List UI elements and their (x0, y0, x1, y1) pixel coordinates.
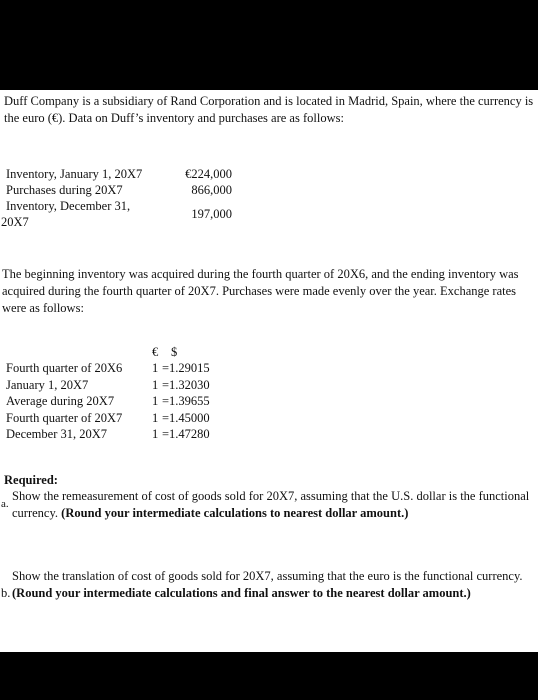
euro-amount: 1 (152, 361, 159, 375)
part-a-question (12, 488, 532, 522)
exchange-rate-row (6, 360, 306, 376)
intro-paragraph: Duff Company is a subsidiary of Rand Corporation and is located in Madrid, Spain, where the currency is the euro (€). Data on Duff’s inventory and purchases are as follows: (4, 94, 534, 125)
exchange-rate-row (6, 377, 306, 393)
euro-header: € (152, 345, 159, 359)
required-heading: Required: (4, 473, 58, 487)
inventory-value: €224,000 (185, 167, 232, 181)
part-a-rounding-note: (Round your intermediate calculations to nearest dollar amount.) (61, 506, 409, 520)
dollar-rate: =1.29015 (162, 361, 210, 375)
dollar-rate: =1.47280 (162, 427, 210, 441)
period-label: Fourth quarter of 20X7 (6, 410, 123, 425)
part-a-letter: a. (1, 498, 9, 510)
part-b-rounding-note: (Round your intermediate calculations and final answer to the nearest dollar amount.) (12, 586, 471, 600)
euro-amount: 1 (152, 377, 159, 392)
top-black-bar (0, 0, 538, 90)
exchange-rate-row (6, 393, 306, 409)
period-label: Fourth quarter of 20X6 (6, 361, 123, 375)
dollar-header: $ (171, 345, 178, 359)
period-label: December 31, 20X7 (6, 427, 108, 441)
dollar-rate: =1.32030 (162, 377, 210, 392)
euro-amount: 1 (152, 410, 159, 425)
inventory-value: 197,000 (191, 207, 232, 221)
dollar-rate: =1.45000 (162, 410, 210, 425)
context-paragraph: The beginning inventory was acquired during the fourth quarter of 20X6, and the ending inventory was acquired during the fourth quarter of 20X7. Purchases were made evenly over the year. Exchange rates were as follows: (2, 267, 519, 315)
part-b-letter: b. (1, 586, 11, 600)
period-label: January 1, 20X7 (6, 377, 89, 392)
problem-page (0, 90, 538, 652)
inventory-label: Inventory, December 31, (6, 199, 131, 213)
part-b-text: Show the translation of cost of goods sold for 20X7, assuming that the euro is the functional currency. (12, 569, 523, 583)
part-b-question (12, 568, 530, 602)
inventory-label-wrap: 20X7 (1, 215, 29, 229)
bottom-black-bar (0, 652, 538, 700)
exchange-rate-row (6, 410, 306, 426)
dollar-rate: =1.39655 (162, 394, 210, 408)
inventory-label: Purchases during 20X7 (6, 183, 123, 197)
part-a-text: Show the remeasurement of cost of goods sold for 20X7, assuming that the U.S. dollar is the functional currency. (12, 489, 530, 520)
exchange-rate-row (6, 426, 306, 442)
inventory-value: 866,000 (191, 183, 232, 197)
exchange-rate-header (6, 344, 306, 360)
inventory-label: Inventory, January 1, 20X7 (6, 167, 143, 181)
euro-amount: 1 (152, 427, 159, 441)
euro-amount: 1 (152, 394, 159, 408)
period-label: Average during 20X7 (6, 394, 115, 408)
